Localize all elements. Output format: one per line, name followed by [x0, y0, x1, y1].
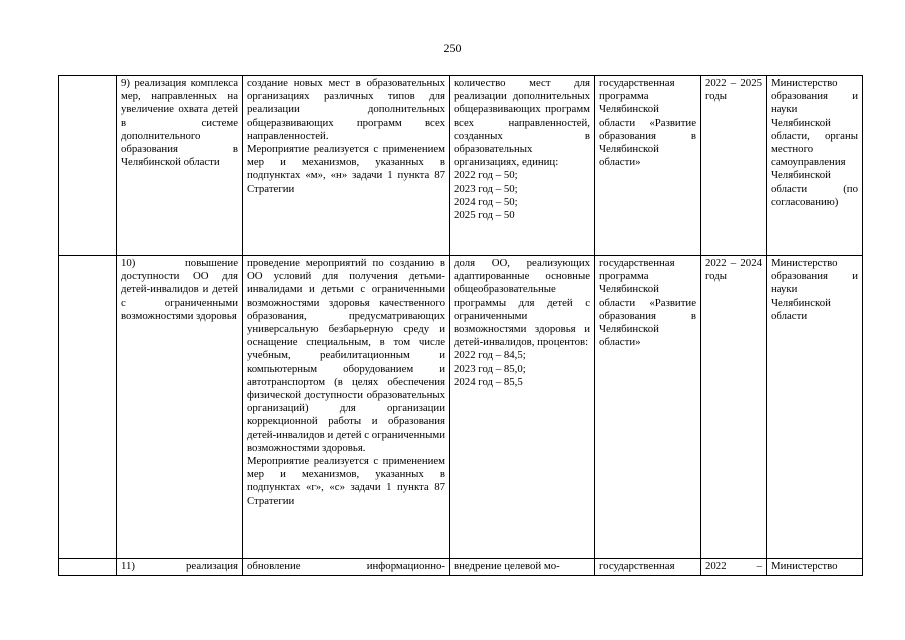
page-number: 250 [443, 41, 462, 55]
task-text: 9) реализация комплекса мер, направленных на увеличение охвата детей в системе дополнительного образования в Челябинской области [121, 77, 238, 169]
indicator-year: 2022 год – 50; [454, 169, 518, 182]
executor-cell [767, 76, 863, 256]
program-cell [595, 256, 701, 559]
table-row [59, 559, 863, 576]
executor-text: Министерство [771, 560, 838, 572]
indicator-text: доля ОО, реализующих адаптированные основные общеобразовательные программы для детей с ограниченными возможностями здоровья и детей-инвалидов, процентов: [454, 257, 590, 349]
row-number-cell [59, 76, 117, 256]
indicator-cell [450, 256, 595, 559]
task-cell [117, 559, 243, 576]
period-text: 2022 – [705, 560, 762, 572]
indicator-text: внедрение целевой мо- [454, 560, 560, 572]
indicator-year: 2023 год – 85,0; [454, 362, 526, 375]
indicator-year: 2025 год – 50 [454, 209, 515, 222]
indicator-year: 2022 год – 84,5; [454, 349, 526, 362]
measure-text: создание новых мест в образовательных организациях различных типов для реализации дополнительных общеразвивающих программ всех направленностей. [247, 77, 445, 142]
indicator-year: 2023 год – 50; [454, 182, 518, 195]
row-number-cell [59, 559, 117, 576]
measure-note: Мероприятие реализуется с применением мер и механизмов, указанных в подпунктах «м», «н» задачи 1 пункта 87 Стратегии [247, 143, 445, 195]
table-row [59, 76, 863, 256]
period-cell [701, 76, 767, 256]
table-row [59, 256, 863, 559]
measure-cell [243, 256, 450, 559]
program-text: государственная программа Челябинской области «Развитие образования в Челябинской области» [599, 77, 696, 169]
task-text: 10) повышение доступности ОО для детей-инвалидов и детей с ограниченными возможностями здоровья [121, 257, 238, 322]
indicator-text: количество мест для реализации дополнительных общеразвивающих программ всех направленностей, созданных в образовательных организациях, единиц: [454, 77, 590, 169]
measure-note: Мероприятие реализуется с применением мер и механизмов, указанных в подпунктах «г», «с» задачи 1 пункта 87 Стратегии [247, 455, 445, 507]
indicator-cell [450, 559, 595, 576]
period-cell [701, 256, 767, 559]
period-text: 2022 – 2024 годы [705, 257, 762, 283]
task-cell [117, 256, 243, 559]
program-text: государственная программа Челябинской области «Развитие образования в Челябинской области» [599, 257, 696, 349]
task-text: 11) реализация [121, 560, 238, 572]
executor-cell [767, 559, 863, 576]
strategy-plan-table [58, 75, 863, 576]
program-text: государственная [599, 560, 675, 572]
indicator-year: 2024 год – 85,5 [454, 375, 523, 388]
row-number-cell [59, 256, 117, 559]
measure-text: обновление информационно- [247, 560, 445, 572]
measure-cell [243, 559, 450, 576]
program-cell [595, 559, 701, 576]
executor-text: Министерство образования и науки Челябинской области [771, 257, 858, 322]
period-text: 2022 – 2025 годы [705, 77, 762, 103]
period-cell [701, 559, 767, 576]
program-cell [595, 76, 701, 256]
executor-cell [767, 256, 863, 559]
measure-cell [243, 76, 450, 256]
indicator-cell [450, 76, 595, 256]
indicator-year: 2024 год – 50; [454, 195, 518, 208]
task-cell [117, 76, 243, 256]
measure-text: проведение мероприятий по созданию в ОО условий для получения детьми-инвалидами и детьми с ограниченными возможностями здоровья качественного образования, предусматривающих универсальную безбарьерную среду и оснащение специальным, в том числе учебным, реабилитационным и компьютерным оборудованием и автотранспортом (в целях обеспечения физической доступности образовательных организаций) для организации коррекционной работы и образования детей-инвалидов и детей с ограниченными возможностями здоровья. [247, 257, 445, 454]
executor-text: Министерство образования и науки Челябинской области, органы местного самоуправления Челябинской области (по согласованию) [771, 77, 858, 208]
